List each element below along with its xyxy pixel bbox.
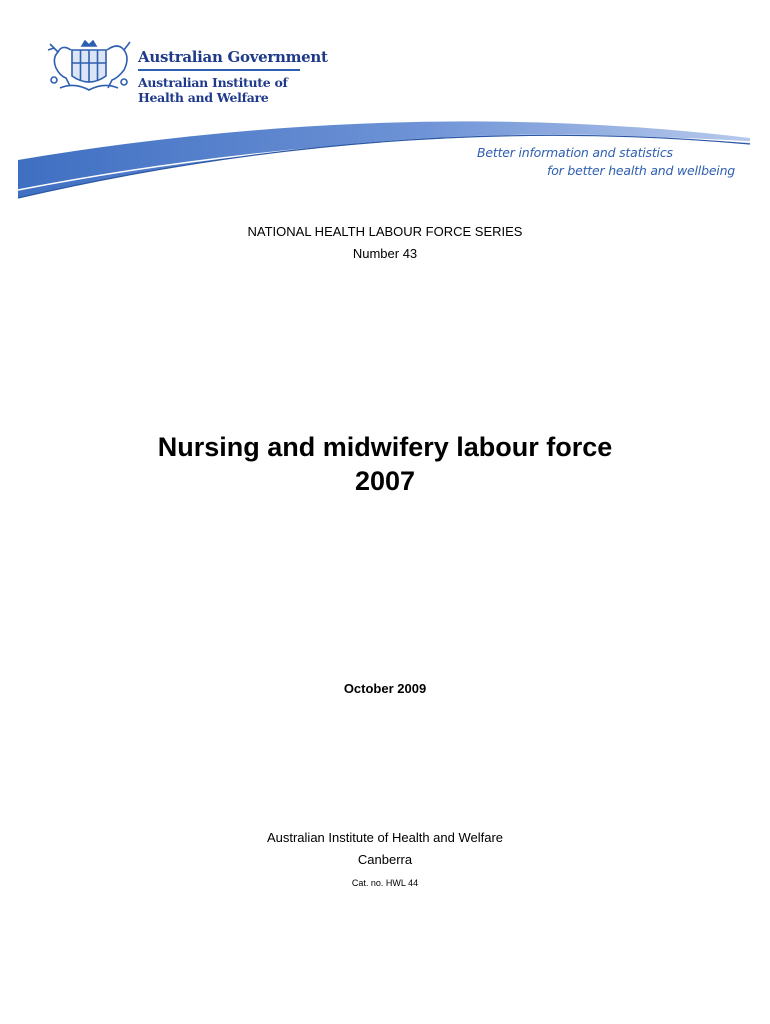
- tagline-line-2: for better health and wellbeing: [547, 163, 736, 178]
- series-name: NATIONAL HEALTH LABOUR FORCE SERIES: [247, 224, 523, 239]
- agency-name-line-2: Health and Welfare: [138, 90, 269, 105]
- publisher-city: Canberra: [357, 852, 413, 867]
- agency-name-line-1: Australian Institute of: [138, 75, 288, 90]
- publication-date: October 2009: [343, 681, 427, 696]
- coat-of-arms-icon: [44, 36, 134, 94]
- report-title-line-2: 2007: [354, 466, 416, 496]
- logo-divider: [138, 69, 300, 71]
- agency-logo-text: [138, 48, 328, 105]
- government-name: Australian Government: [138, 48, 328, 66]
- catalogue-number: Cat. no. HWL 44: [351, 878, 419, 888]
- header-swoosh-banner: [0, 110, 770, 210]
- tagline-line-1: Better information and statistics: [477, 145, 673, 160]
- publisher-name: Australian Institute of Health and Welfare: [266, 830, 504, 845]
- series-number: Number 43: [352, 246, 418, 261]
- report-title-line-1: Nursing and midwifery labour force: [157, 432, 613, 462]
- report-title: [0, 430, 770, 498]
